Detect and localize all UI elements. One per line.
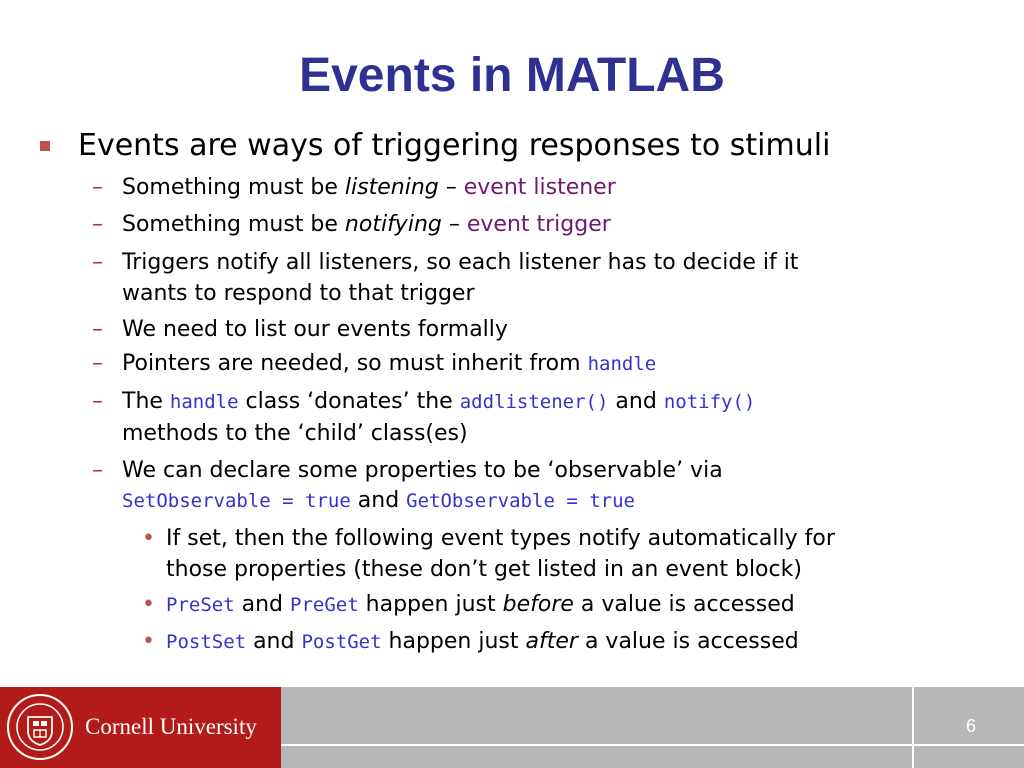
dash-bullet-icon: – <box>92 389 103 414</box>
sub-bullet-observable-line2 <box>122 488 635 513</box>
sub-bullet-list-events: We need to list our events formally <box>122 317 508 342</box>
text: a value is accessed <box>573 592 795 617</box>
text: class ‘donates’ the <box>238 389 460 414</box>
text: happen just <box>358 592 503 617</box>
code-term: PostGet <box>301 631 382 653</box>
text: Pointers are needed, so must inherit from <box>122 351 588 376</box>
text: – <box>438 175 464 200</box>
emphasis: notifying <box>344 212 442 237</box>
code-term: SetObservable = true <box>122 490 351 512</box>
text: Something must be <box>122 175 345 200</box>
text: and <box>246 629 302 654</box>
dot-bullet-icon: • <box>142 629 155 654</box>
third-bullet-post <box>166 629 799 654</box>
text: and <box>350 488 407 513</box>
dash-bullet-icon: – <box>92 351 103 376</box>
dash-bullet-icon: – <box>92 250 103 275</box>
text: Something must be <box>122 212 345 237</box>
text: a value is accessed <box>577 629 799 654</box>
highlight-term: event listener <box>463 175 616 200</box>
cornell-seal-icon <box>6 693 74 761</box>
dot-bullet-icon: • <box>142 592 155 617</box>
code-term: addlistener() <box>459 391 609 413</box>
emphasis: listening <box>344 175 439 200</box>
sub-bullet-triggers-line1: Triggers notify all listeners, so each listener has to decide if it <box>122 250 799 275</box>
bullet-main: Events are ways of triggering responses to stimuli <box>78 128 831 163</box>
brand-name: Cornell University <box>85 714 257 739</box>
sub-bullet-triggers-line2: wants to respond to that trigger <box>122 281 475 306</box>
code-term: handle <box>587 353 657 375</box>
sub-bullet-handle-line2: methods to the ‘child’ class(es) <box>122 421 468 446</box>
sub-bullet-listening <box>122 175 616 200</box>
dash-bullet-icon: – <box>92 317 103 342</box>
page-number: 6 <box>966 716 977 736</box>
slide-title: Events in MATLAB <box>299 49 725 102</box>
sub-bullet-observable-line1: We can declare some properties to be ‘observable’ via <box>122 458 723 483</box>
code-term: PostSet <box>166 631 247 653</box>
text: – <box>441 212 467 237</box>
third-bullet-auto-notify-line2: those properties (these don’t get listed in an event block) <box>166 557 802 582</box>
text: and <box>234 592 291 617</box>
dash-bullet-icon: – <box>92 458 103 483</box>
third-bullet-auto-notify-line1: If set, then the following event types notify automatically for <box>166 526 835 551</box>
highlight-term: event trigger <box>466 212 611 237</box>
dot-bullet-icon: • <box>142 526 155 551</box>
text: The <box>122 389 170 414</box>
emphasis: after <box>525 629 578 654</box>
emphasis: before <box>502 592 574 617</box>
sub-bullet-pointers <box>122 351 656 376</box>
footer-divider-vertical <box>912 687 914 768</box>
sub-bullet-notifying <box>122 212 611 237</box>
sub-bullet-handle-line1 <box>122 389 755 414</box>
code-term: PreSet <box>166 594 235 616</box>
third-bullet-pre <box>166 592 795 617</box>
dash-bullet-icon: – <box>92 175 103 200</box>
text: and <box>608 389 664 414</box>
square-bullet-icon <box>40 141 50 151</box>
text: happen just <box>381 629 526 654</box>
code-term: notify() <box>663 391 756 413</box>
dash-bullet-icon: – <box>92 212 103 237</box>
code-term: handle <box>169 391 239 413</box>
code-term: PreGet <box>290 594 359 616</box>
code-term: GetObservable = true <box>406 490 635 512</box>
